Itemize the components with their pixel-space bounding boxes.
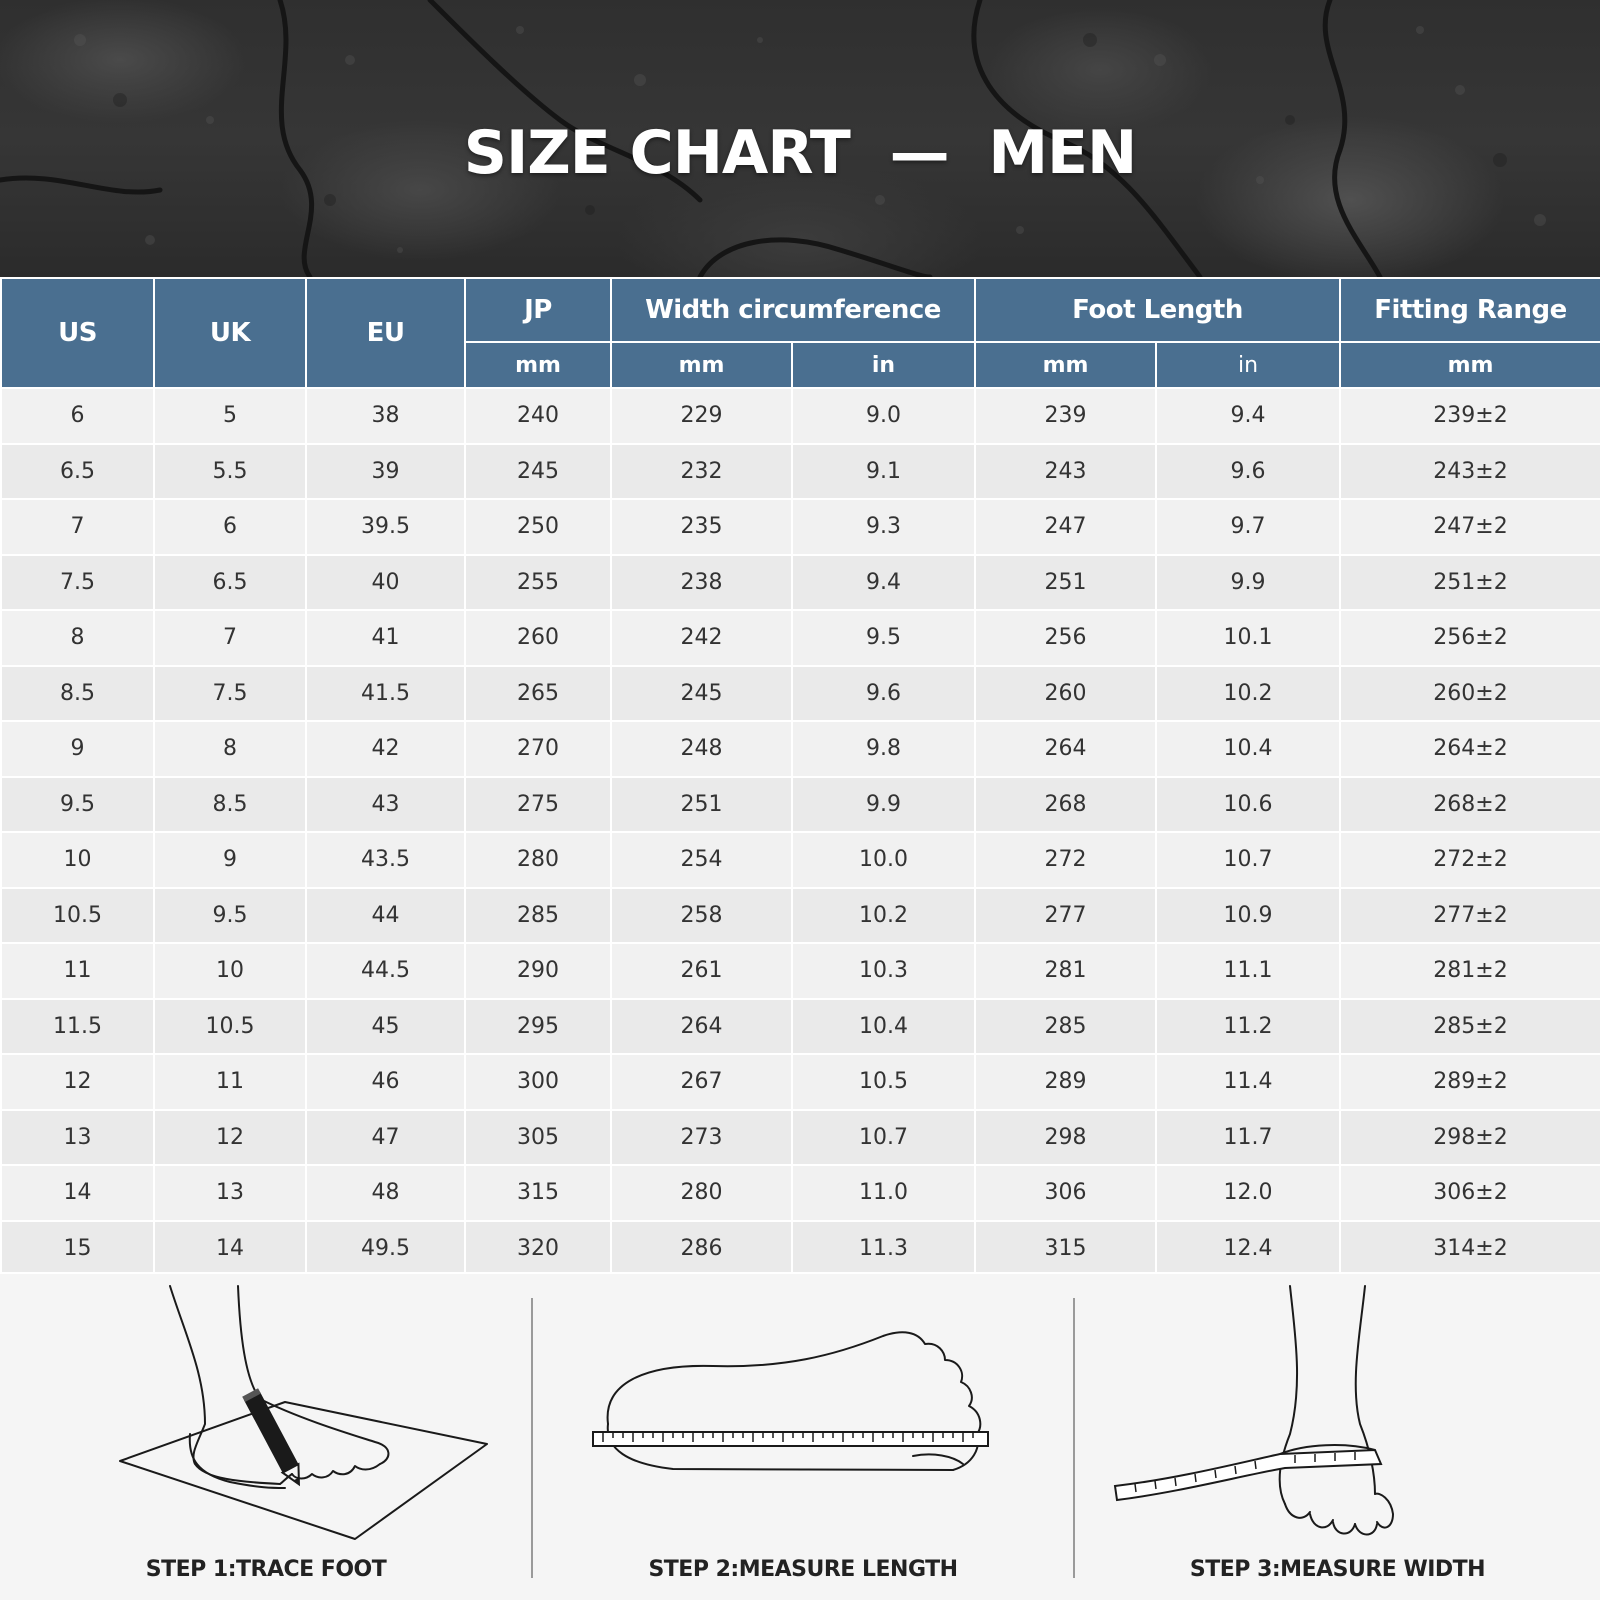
cell-jp-mm: 245: [465, 444, 611, 500]
header-jp: JP: [465, 278, 611, 342]
header-width-circumference: Width circumference: [611, 278, 975, 342]
cell-width-mm: 238: [611, 555, 792, 611]
step-label: STEP 3:MEASURE WIDTH: [1189, 1557, 1486, 1582]
cell-width-in: 9.8: [792, 721, 975, 777]
cell-us: 6: [1, 388, 154, 444]
table-row: [1, 1110, 1600, 1166]
cell-foot-mm: 268: [975, 777, 1156, 833]
cell-eu: 39.5: [306, 499, 465, 555]
cell-width-in: 9.5: [792, 610, 975, 666]
cell-width-mm: 248: [611, 721, 792, 777]
cell-fitting-mm: 251±2: [1340, 555, 1600, 611]
cell-foot-in: 10.1: [1156, 610, 1340, 666]
cell-eu: 41: [306, 610, 465, 666]
cell-eu: 48: [306, 1165, 465, 1221]
cell-uk: 9.5: [154, 888, 306, 944]
cell-jp-mm: 295: [465, 999, 611, 1055]
cell-foot-in: 12.4: [1156, 1221, 1340, 1277]
table-row: [1, 499, 1600, 555]
cell-width-in: 10.0: [792, 832, 975, 888]
cell-width-in: 10.3: [792, 943, 975, 999]
table-row: [1, 610, 1600, 666]
cell-foot-mm: 285: [975, 999, 1156, 1055]
cell-fitting-mm: 298±2: [1340, 1110, 1600, 1166]
cell-uk: 13: [154, 1165, 306, 1221]
cell-uk: 12: [154, 1110, 306, 1166]
step-trace-foot: [0, 1274, 532, 1600]
unit-width-in: in: [792, 342, 975, 388]
table-row: [1, 555, 1600, 611]
cell-fitting-mm: 281±2: [1340, 943, 1600, 999]
cell-width-in: 9.3: [792, 499, 975, 555]
size-table: [0, 277, 1600, 1277]
table-row: [1, 888, 1600, 944]
table-row: [1, 1165, 1600, 1221]
cell-fitting-mm: 306±2: [1340, 1165, 1600, 1221]
cell-jp-mm: 280: [465, 832, 611, 888]
table-row: [1, 832, 1600, 888]
cell-foot-in: 9.4: [1156, 388, 1340, 444]
cell-width-in: 9.4: [792, 555, 975, 611]
cell-us: 7: [1, 499, 154, 555]
cell-jp-mm: 255: [465, 555, 611, 611]
unit-fitting-mm: mm: [1340, 342, 1600, 388]
cell-us: 15: [1, 1221, 154, 1277]
cell-foot-in: 9.6: [1156, 444, 1340, 500]
size-table-body: [1, 388, 1600, 1276]
step-label: STEP 1:TRACE FOOT: [145, 1557, 387, 1582]
cell-width-mm: 261: [611, 943, 792, 999]
measure-width-icon: [1075, 1274, 1600, 1554]
cell-foot-in: 10.2: [1156, 666, 1340, 722]
cell-uk: 8: [154, 721, 306, 777]
cell-uk: 7: [154, 610, 306, 666]
cell-width-in: 9.6: [792, 666, 975, 722]
cell-fitting-mm: 289±2: [1340, 1054, 1600, 1110]
cell-fitting-mm: 243±2: [1340, 444, 1600, 500]
cell-foot-mm: 264: [975, 721, 1156, 777]
cell-width-in: 11.3: [792, 1221, 975, 1277]
cell-foot-in: 11.7: [1156, 1110, 1340, 1166]
cell-eu: 44: [306, 888, 465, 944]
cell-jp-mm: 265: [465, 666, 611, 722]
cell-foot-in: 11.2: [1156, 999, 1340, 1055]
cell-uk: 8.5: [154, 777, 306, 833]
cell-jp-mm: 250: [465, 499, 611, 555]
measure-length-icon: [533, 1274, 1073, 1554]
cell-foot-in: 9.9: [1156, 555, 1340, 611]
cell-eu: 42: [306, 721, 465, 777]
cell-eu: 38: [306, 388, 465, 444]
cell-fitting-mm: 264±2: [1340, 721, 1600, 777]
cell-eu: 44.5: [306, 943, 465, 999]
cell-eu: 43.5: [306, 832, 465, 888]
cell-width-mm: 232: [611, 444, 792, 500]
cell-eu: 45: [306, 999, 465, 1055]
cell-us: 7.5: [1, 555, 154, 611]
cell-us: 14: [1, 1165, 154, 1221]
cell-jp-mm: 320: [465, 1221, 611, 1277]
header-fitting-range: Fitting Range: [1340, 278, 1600, 342]
cell-us: 13: [1, 1110, 154, 1166]
cell-width-mm: 267: [611, 1054, 792, 1110]
cell-width-in: 10.7: [792, 1110, 975, 1166]
cell-eu: 43: [306, 777, 465, 833]
cell-foot-mm: 260: [975, 666, 1156, 722]
cell-fitting-mm: 247±2: [1340, 499, 1600, 555]
cell-width-in: 9.0: [792, 388, 975, 444]
cell-uk: 11: [154, 1054, 306, 1110]
cell-foot-in: 10.7: [1156, 832, 1340, 888]
cell-jp-mm: 315: [465, 1165, 611, 1221]
cell-width-mm: 258: [611, 888, 792, 944]
cell-foot-mm: 289: [975, 1054, 1156, 1110]
cell-jp-mm: 260: [465, 610, 611, 666]
cell-uk: 10: [154, 943, 306, 999]
cell-foot-mm: 272: [975, 832, 1156, 888]
cell-foot-in: 10.9: [1156, 888, 1340, 944]
cell-uk: 14: [154, 1221, 306, 1277]
cell-uk: 7.5: [154, 666, 306, 722]
unit-foot-mm: mm: [975, 342, 1156, 388]
cell-foot-in: 11.4: [1156, 1054, 1340, 1110]
cell-jp-mm: 240: [465, 388, 611, 444]
cell-us: 11: [1, 943, 154, 999]
step-measure-length: [533, 1274, 1073, 1600]
table-row: [1, 999, 1600, 1055]
cell-foot-mm: 243: [975, 444, 1156, 500]
header-us: US: [1, 278, 154, 388]
cell-us: 10: [1, 832, 154, 888]
cell-us: 9: [1, 721, 154, 777]
cell-fitting-mm: 256±2: [1340, 610, 1600, 666]
cell-fitting-mm: 314±2: [1340, 1221, 1600, 1277]
table-row: [1, 388, 1600, 444]
step-label: STEP 2:MEASURE LENGTH: [648, 1557, 958, 1582]
cell-fitting-mm: 285±2: [1340, 999, 1600, 1055]
cell-width-mm: 254: [611, 832, 792, 888]
cell-uk: 6.5: [154, 555, 306, 611]
cell-width-mm: 251: [611, 777, 792, 833]
cell-width-in: 9.1: [792, 444, 975, 500]
table-row: [1, 666, 1600, 722]
cell-width-in: 10.5: [792, 1054, 975, 1110]
cell-width-mm: 273: [611, 1110, 792, 1166]
cell-us: 10.5: [1, 888, 154, 944]
cell-foot-mm: 315: [975, 1221, 1156, 1277]
cell-fitting-mm: 272±2: [1340, 832, 1600, 888]
cell-eu: 46: [306, 1054, 465, 1110]
cell-jp-mm: 300: [465, 1054, 611, 1110]
cell-foot-mm: 306: [975, 1165, 1156, 1221]
cell-width-mm: 235: [611, 499, 792, 555]
cell-width-mm: 286: [611, 1221, 792, 1277]
cell-eu: 40: [306, 555, 465, 611]
cell-eu: 49.5: [306, 1221, 465, 1277]
table-row: [1, 943, 1600, 999]
cell-foot-in: 10.4: [1156, 721, 1340, 777]
cell-width-in: 10.2: [792, 888, 975, 944]
cell-jp-mm: 270: [465, 721, 611, 777]
cell-foot-mm: 281: [975, 943, 1156, 999]
cell-us: 8: [1, 610, 154, 666]
trace-foot-icon: [0, 1274, 532, 1554]
table-row: [1, 444, 1600, 500]
cell-uk: 9: [154, 832, 306, 888]
cell-width-in: 10.4: [792, 999, 975, 1055]
cell-us: 8.5: [1, 666, 154, 722]
step-measure-width: [1075, 1274, 1600, 1600]
title-banner: [0, 0, 1600, 277]
cell-foot-in: 10.6: [1156, 777, 1340, 833]
table-row: [1, 721, 1600, 777]
measuring-steps: [0, 1272, 1600, 1600]
cell-foot-in: 9.7: [1156, 499, 1340, 555]
cell-us: 9.5: [1, 777, 154, 833]
header-foot-length: Foot Length: [975, 278, 1340, 342]
cell-eu: 39: [306, 444, 465, 500]
header-uk: UK: [154, 278, 306, 388]
table-row: [1, 777, 1600, 833]
cell-jp-mm: 285: [465, 888, 611, 944]
cell-width-mm: 264: [611, 999, 792, 1055]
cell-foot-mm: 277: [975, 888, 1156, 944]
cell-foot-mm: 251: [975, 555, 1156, 611]
cell-fitting-mm: 239±2: [1340, 388, 1600, 444]
cell-fitting-mm: 277±2: [1340, 888, 1600, 944]
cell-eu: 47: [306, 1110, 465, 1166]
cell-foot-in: 12.0: [1156, 1165, 1340, 1221]
cell-eu: 41.5: [306, 666, 465, 722]
cell-width-mm: 245: [611, 666, 792, 722]
table-row: [1, 1054, 1600, 1110]
cell-us: 12: [1, 1054, 154, 1110]
cell-foot-mm: 239: [975, 388, 1156, 444]
unit-jp-mm: mm: [465, 342, 611, 388]
cell-foot-mm: 298: [975, 1110, 1156, 1166]
cell-uk: 5: [154, 388, 306, 444]
page-title: SIZE CHART — MEN: [463, 118, 1137, 188]
cell-width-in: 9.9: [792, 777, 975, 833]
cell-jp-mm: 275: [465, 777, 611, 833]
cell-uk: 5.5: [154, 444, 306, 500]
unit-foot-in: in: [1156, 342, 1340, 388]
cell-foot-mm: 256: [975, 610, 1156, 666]
header-eu: EU: [306, 278, 465, 388]
cell-width-mm: 229: [611, 388, 792, 444]
cell-width-in: 11.0: [792, 1165, 975, 1221]
cell-uk: 10.5: [154, 999, 306, 1055]
cell-foot-in: 11.1: [1156, 943, 1340, 999]
cell-uk: 6: [154, 499, 306, 555]
cell-width-mm: 280: [611, 1165, 792, 1221]
cell-fitting-mm: 268±2: [1340, 777, 1600, 833]
table-row: [1, 1221, 1600, 1277]
cell-us: 6.5: [1, 444, 154, 500]
cell-width-mm: 242: [611, 610, 792, 666]
cell-us: 11.5: [1, 999, 154, 1055]
cell-jp-mm: 305: [465, 1110, 611, 1166]
cell-foot-mm: 247: [975, 499, 1156, 555]
cell-fitting-mm: 260±2: [1340, 666, 1600, 722]
unit-width-mm: mm: [611, 342, 792, 388]
cell-jp-mm: 290: [465, 943, 611, 999]
